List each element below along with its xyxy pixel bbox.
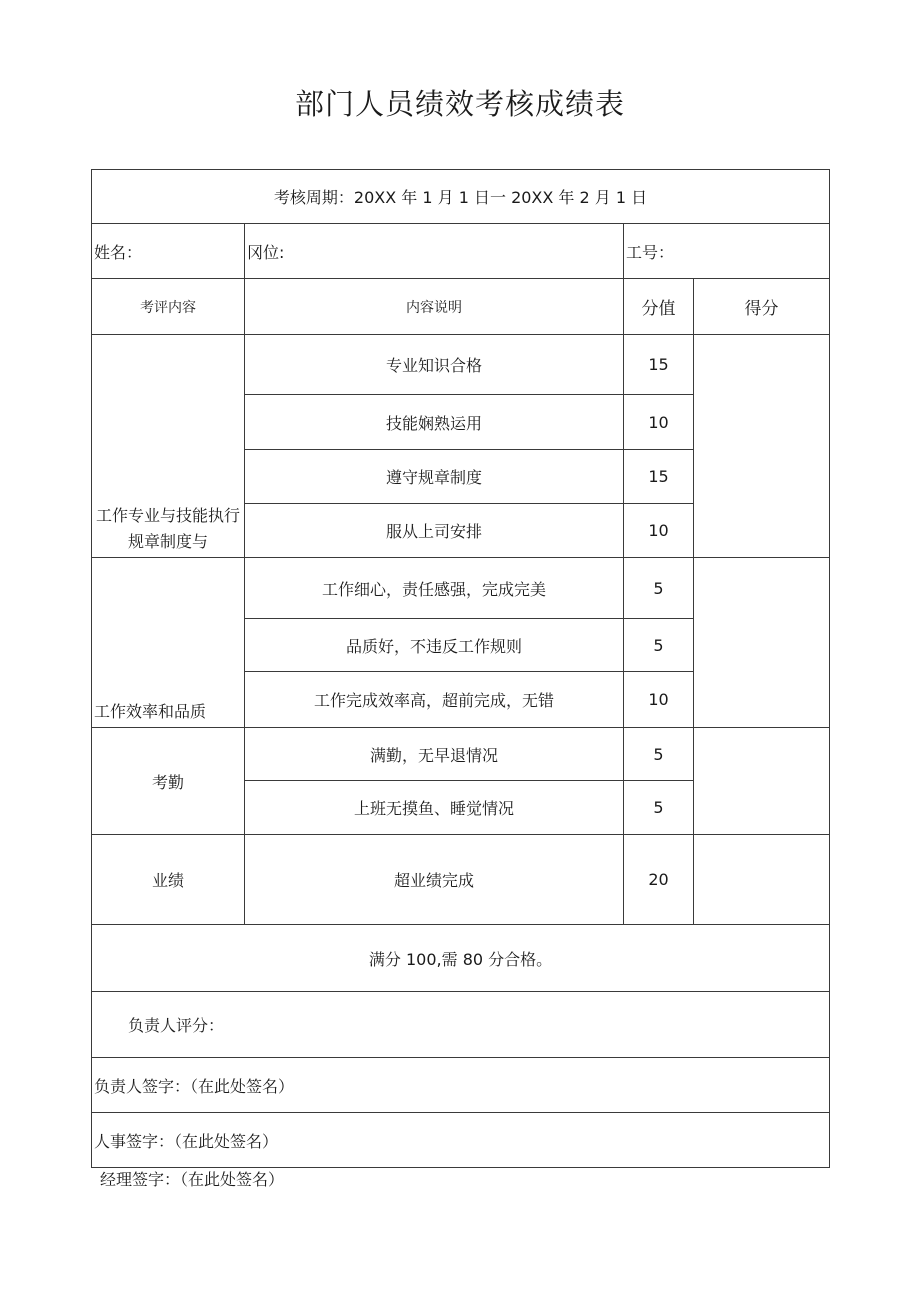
- period-cell: 考核周期：20XX 年 1 月 1 日一 20XX 年 2 月 1 日: [92, 170, 830, 224]
- item-points: 15: [624, 335, 694, 395]
- page-title: 部门人员绩效考核成绩表: [294, 87, 625, 121]
- item-description: 满勤，无早退情况: [245, 728, 624, 781]
- score-input-cell[interactable]: [694, 558, 830, 728]
- header-description: 内容说明: [245, 279, 624, 335]
- category-cell: 业绩: [92, 835, 245, 925]
- item-description: 超业绩完成: [245, 835, 624, 925]
- item-points: 20: [624, 835, 694, 925]
- category-cell: [92, 558, 245, 728]
- gm-signature-field[interactable]: 经理签字：（在此处签名）: [100, 1170, 285, 1189]
- category-cell: 考勤: [92, 728, 245, 835]
- total-note: 满分 100,需 80 分合格。: [92, 925, 830, 992]
- score-input-cell[interactable]: [694, 835, 830, 925]
- item-description: 遵守规章制度: [245, 450, 624, 504]
- item-description: 上班无摸鱼、睡觉情况: [245, 781, 624, 835]
- header-content: 考评内容: [92, 279, 245, 335]
- item-points: 5: [624, 728, 694, 781]
- item-description: 工作完成效率高，超前完成，无错: [245, 672, 624, 728]
- manager-signature-field[interactable]: 负责人签字：（在此处签名）: [92, 1058, 830, 1113]
- score-input-cell[interactable]: [694, 728, 830, 835]
- position-field[interactable]: 冈位:: [245, 224, 624, 279]
- item-points: 15: [624, 450, 694, 504]
- item-description: 服从上司安排: [245, 504, 624, 558]
- header-points: 分值: [624, 279, 694, 335]
- item-points: 10: [624, 395, 694, 450]
- item-description: 专业知识合格: [245, 335, 624, 395]
- item-points: 10: [624, 672, 694, 728]
- item-points: 5: [624, 558, 694, 619]
- manager-rating-field[interactable]: 负责人评分：: [92, 992, 830, 1058]
- item-points: 5: [624, 781, 694, 835]
- name-field[interactable]: 姓名：: [92, 224, 245, 279]
- item-points: 5: [624, 619, 694, 672]
- header-score: 得分: [694, 279, 830, 335]
- table-row: [92, 728, 830, 781]
- item-points: 10: [624, 504, 694, 558]
- hr-signature-field[interactable]: 人事签字：（在此处签名）: [92, 1113, 830, 1168]
- table-row: [92, 335, 830, 395]
- table-row: [92, 835, 830, 925]
- category-label: 工作专业与技能执行规章制度与: [95, 506, 240, 551]
- item-description: 工作细心，责任感强，完成完美: [245, 558, 624, 619]
- score-input-cell[interactable]: [694, 335, 830, 558]
- item-description: 技能娴熟运用: [245, 395, 624, 450]
- table-row: [92, 558, 830, 619]
- employee-id-field[interactable]: 工号：: [624, 224, 830, 279]
- category-cell: [92, 335, 245, 558]
- category-label: 工作效率和品质: [94, 702, 207, 721]
- item-description: 品质好，不违反工作规则: [245, 619, 624, 672]
- evaluation-table: [91, 169, 830, 1168]
